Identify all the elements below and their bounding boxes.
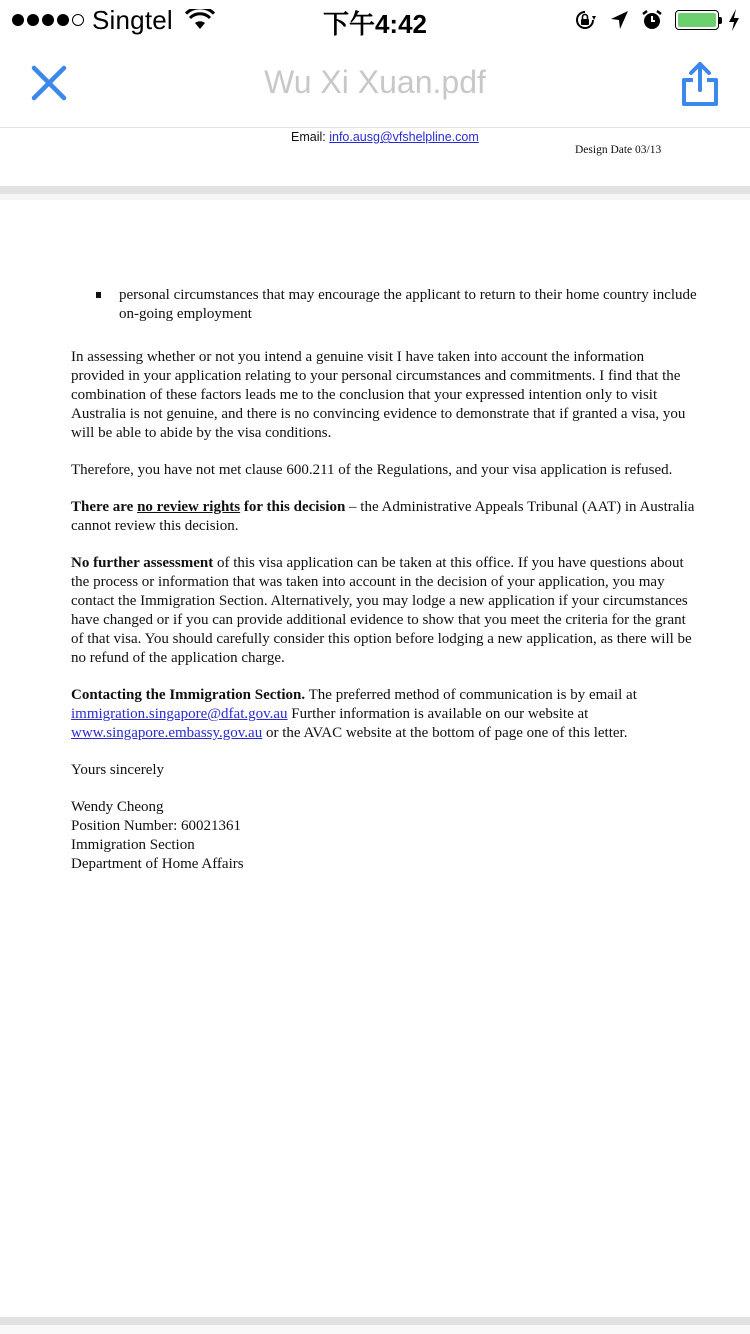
rotation-lock-icon xyxy=(573,8,597,32)
paragraph-assessment: In assessing whether or not you intend a genuine visit I have taken into account the information provided in your application relating to your personal circumstances and commitments. I find that the combination of these factors leads me to the conclusion that your expressed intention only to visit Australia is not genuine, and there is no convincing evidence to demonstrate that if granted a visa, you will be able to abide by the visa conditions. xyxy=(71,349,686,441)
review-rights-emphasis: no review rights xyxy=(137,499,241,515)
design-date: Design Date 03/13 xyxy=(575,144,662,156)
signatory-name: Wendy Cheong xyxy=(71,799,164,815)
section-name: Immigration Section xyxy=(71,837,195,853)
page-separator xyxy=(0,186,750,194)
page-separator-bottom xyxy=(0,1317,750,1325)
contact-text-2: Further information is available on our website at xyxy=(287,706,589,722)
paragraph-further-assessment xyxy=(71,554,701,668)
status-bar xyxy=(0,0,750,40)
letter-body xyxy=(71,286,701,874)
alarm-icon xyxy=(641,9,663,31)
location-arrow-icon xyxy=(609,9,629,31)
navigation-bar xyxy=(0,40,750,128)
paragraph-contact xyxy=(71,686,701,743)
closing: Yours sincerely xyxy=(71,762,165,778)
status-bar-right xyxy=(573,6,740,34)
email-label: Email: xyxy=(291,130,326,144)
signature-block xyxy=(71,798,701,874)
bullet-marker xyxy=(96,292,101,298)
review-rights-text: – the Administrative Appeals Tribunal (AAT) in Australia cannot review this decision. xyxy=(71,499,695,534)
next-page-edge xyxy=(0,1325,750,1334)
carrier-name: Singtel xyxy=(92,4,173,35)
battery-icon xyxy=(675,10,722,30)
document-title: Wu Xi Xuan.pdf xyxy=(264,64,486,100)
review-rights-bold-prefix: There are xyxy=(71,499,138,515)
bullet-text: personal circumstances that may encourage the applicant to return to their home country include on-going employment xyxy=(119,287,697,322)
further-assessment-bold: No further assessment xyxy=(71,555,214,571)
previous-page-footer xyxy=(0,128,750,186)
contact-text-1: The preferred method of communication is by email at xyxy=(305,687,637,703)
embassy-website-link[interactable]: www.singapore.embassy.gov.au xyxy=(71,725,263,741)
contact-heading: Contacting the Immigration Section. xyxy=(71,687,306,703)
status-time: 下午4:42 xyxy=(322,9,428,39)
further-assessment-text: of this visa application can be taken at this office. If you have questions about the process or information that was taken into account in the decision of your application, you may contact the Immigration Section. Alternatively, you may lodge a new application if your circumstances have changed or if you can provide additional evidence to show that you meet the criteria for the grant of that visa. You should carefully consider this option before lodging a new application, as there will be no refund of the application charge. xyxy=(71,555,692,666)
charging-bolt-icon xyxy=(728,9,740,31)
bullet-item xyxy=(71,286,701,324)
share-icon[interactable] xyxy=(680,60,720,108)
department-name: Department of Home Affairs xyxy=(71,856,244,872)
position-number: Position Number: 60021361 xyxy=(71,818,242,834)
footer-email-line xyxy=(291,130,479,144)
contact-text-3: or the AVAC website at the bottom of page one of this letter. xyxy=(262,725,628,741)
review-rights-bold-suffix: for this decision xyxy=(240,499,346,515)
paragraph-review-rights xyxy=(71,498,701,536)
immigration-email-link[interactable]: immigration.singapore@dfat.gov.au xyxy=(71,706,288,722)
pdf-page xyxy=(0,200,750,1317)
paragraph-refusal: Therefore, you have not met clause 600.211 of the Regulations, and your visa application is refused. xyxy=(71,462,673,478)
footer-email-link[interactable]: info.ausg@vfshelpline.com xyxy=(329,130,479,144)
